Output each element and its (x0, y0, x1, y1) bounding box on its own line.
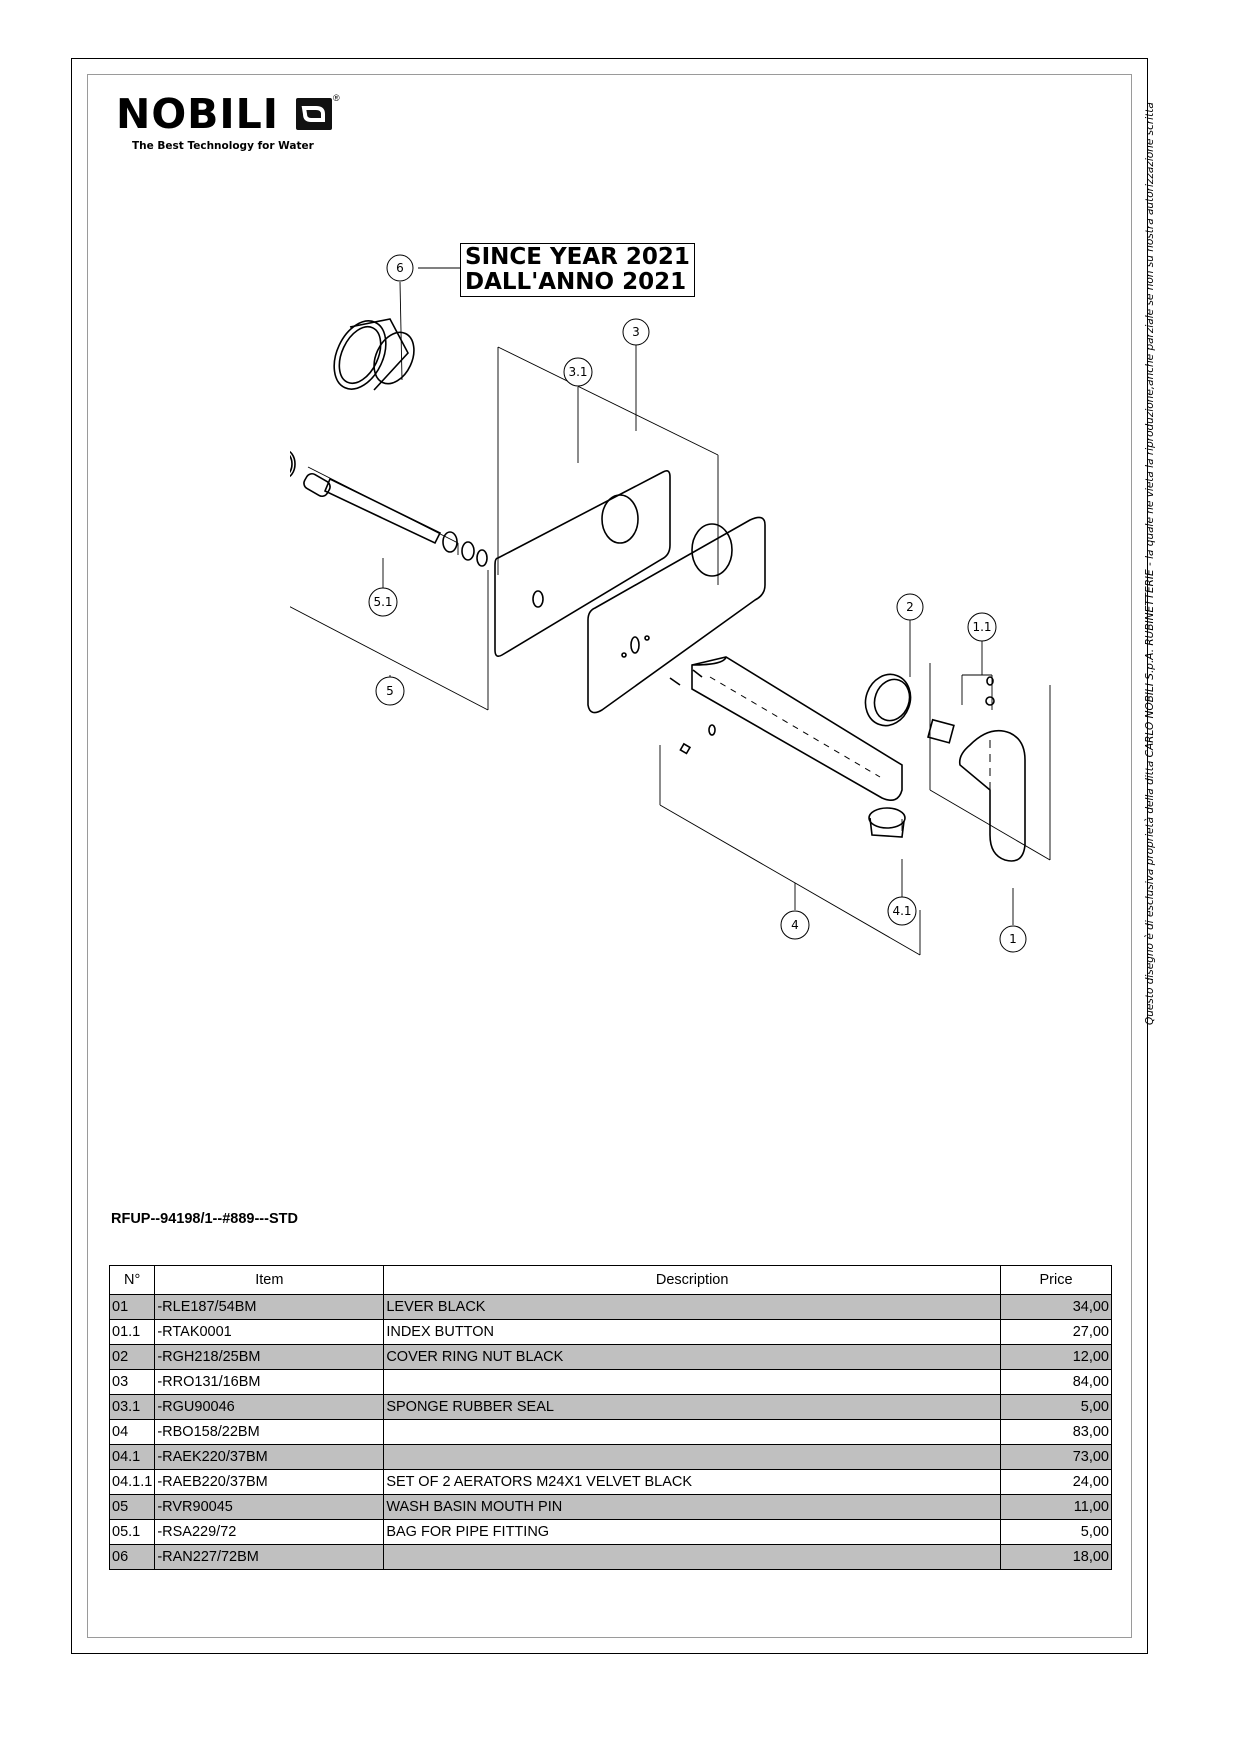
table-row (110, 1345, 1112, 1370)
part-description: BAG FOR PIPE FITTING (384, 1520, 1001, 1545)
header-price: Price (1001, 1266, 1112, 1295)
part-number: 04.1.1 (110, 1470, 155, 1495)
callout-6: 6 (396, 261, 404, 275)
part-description: LEVER BLACK (384, 1295, 1001, 1320)
product-code: RFUP--94198/1--#889---STD (111, 1211, 298, 1227)
callout-4: 4 (791, 918, 799, 932)
part-description (384, 1545, 1001, 1570)
part-price: 24,00 (1001, 1470, 1112, 1495)
part-number: 05 (110, 1495, 155, 1520)
part-item-code: -RSA229/72 (155, 1520, 384, 1545)
part-number: 06 (110, 1545, 155, 1570)
callout-3-1: 3.1 (568, 365, 588, 379)
callout-3: 3 (632, 325, 640, 339)
table-row (110, 1370, 1112, 1395)
exploded-view-drawing (290, 245, 1070, 995)
part-description: WASH BASIN MOUTH PIN (384, 1495, 1001, 1520)
part-price: 27,00 (1001, 1320, 1112, 1345)
part-item-code: -RLE187/54BM (155, 1295, 384, 1320)
part-item-code: -RAN227/72BM (155, 1545, 384, 1570)
part-number: 02 (110, 1345, 155, 1370)
brand-mark-icon (296, 98, 332, 130)
part-price: 5,00 (1001, 1520, 1112, 1545)
header-number: N° (110, 1266, 155, 1295)
part-item-code: -RRO131/16BM (155, 1370, 384, 1395)
part-price: 12,00 (1001, 1345, 1112, 1370)
part-number: 01.1 (110, 1320, 155, 1345)
part-number: 03.1 (110, 1395, 155, 1420)
part-description: COVER RING NUT BLACK (384, 1345, 1001, 1370)
part-item-code: -RAEB220/37BM (155, 1470, 384, 1495)
header-item: Item (155, 1266, 384, 1295)
part-price: 73,00 (1001, 1445, 1112, 1470)
brand-logo (116, 91, 340, 155)
since-year-line-2: DALL'ANNO 2021 (465, 269, 687, 295)
table-row (110, 1295, 1112, 1320)
part-item-code: -RAEK220/37BM (155, 1445, 384, 1470)
table-row (110, 1395, 1112, 1420)
registered-mark: ® (333, 93, 340, 103)
part-number: 05.1 (110, 1520, 155, 1545)
part-price: 83,00 (1001, 1420, 1112, 1445)
part-price: 11,00 (1001, 1495, 1112, 1520)
part-description: SET OF 2 AERATORS M24X1 VELVET BLACK (384, 1470, 1001, 1495)
brand-name: NOBILI (116, 90, 280, 138)
callout-2: 2 (906, 600, 914, 614)
callout-5: 5 (386, 684, 394, 698)
brand-tagline: The Best Technology for Water (132, 140, 314, 152)
part-description: SPONGE RUBBER SEAL (384, 1395, 1001, 1420)
table-header-row (110, 1266, 1112, 1295)
part-description (384, 1370, 1001, 1395)
part-description: INDEX BUTTON (384, 1320, 1001, 1345)
table-row (110, 1420, 1112, 1445)
header-description: Description (384, 1266, 1001, 1295)
callout-5-1: 5.1 (373, 595, 393, 609)
table-row (110, 1445, 1112, 1470)
part-item-code: -RVR90045 (155, 1495, 384, 1520)
callout-1-1: 1.1 (972, 620, 992, 634)
table-row (110, 1545, 1112, 1570)
parts-table (109, 1265, 1112, 1570)
part-item-code: -RGH218/25BM (155, 1345, 384, 1370)
part-number: 01 (110, 1295, 155, 1320)
callout-1: 1 (1009, 932, 1017, 946)
part-item-code: -RTAK0001 (155, 1320, 384, 1345)
table-row (110, 1495, 1112, 1520)
part-number: 03 (110, 1370, 155, 1395)
part-item-code: -RGU90046 (155, 1395, 384, 1420)
part-item-code: -RBO158/22BM (155, 1420, 384, 1445)
table-row (110, 1520, 1112, 1545)
part-number: 04 (110, 1420, 155, 1445)
part-number: 04.1 (110, 1445, 155, 1470)
part-price: 34,00 (1001, 1295, 1112, 1320)
part-description (384, 1420, 1001, 1445)
since-year-line-1: SINCE YEAR 2021 (465, 244, 690, 270)
copyright-side-note: Questo disegno è di esclusiva proprietà della ditta CARLO NOBILI S.p.A. RUBINETTERIE - la quale ne vieta la riproduzione,anche parziale se non su nostra autorizzazione scritta (1144, 102, 1156, 1025)
part-price: 84,00 (1001, 1370, 1112, 1395)
callout-4-1: 4.1 (892, 904, 912, 918)
part-price: 5,00 (1001, 1395, 1112, 1420)
table-row (110, 1320, 1112, 1345)
part-price: 18,00 (1001, 1545, 1112, 1570)
part-description (384, 1445, 1001, 1470)
table-row (110, 1470, 1112, 1495)
